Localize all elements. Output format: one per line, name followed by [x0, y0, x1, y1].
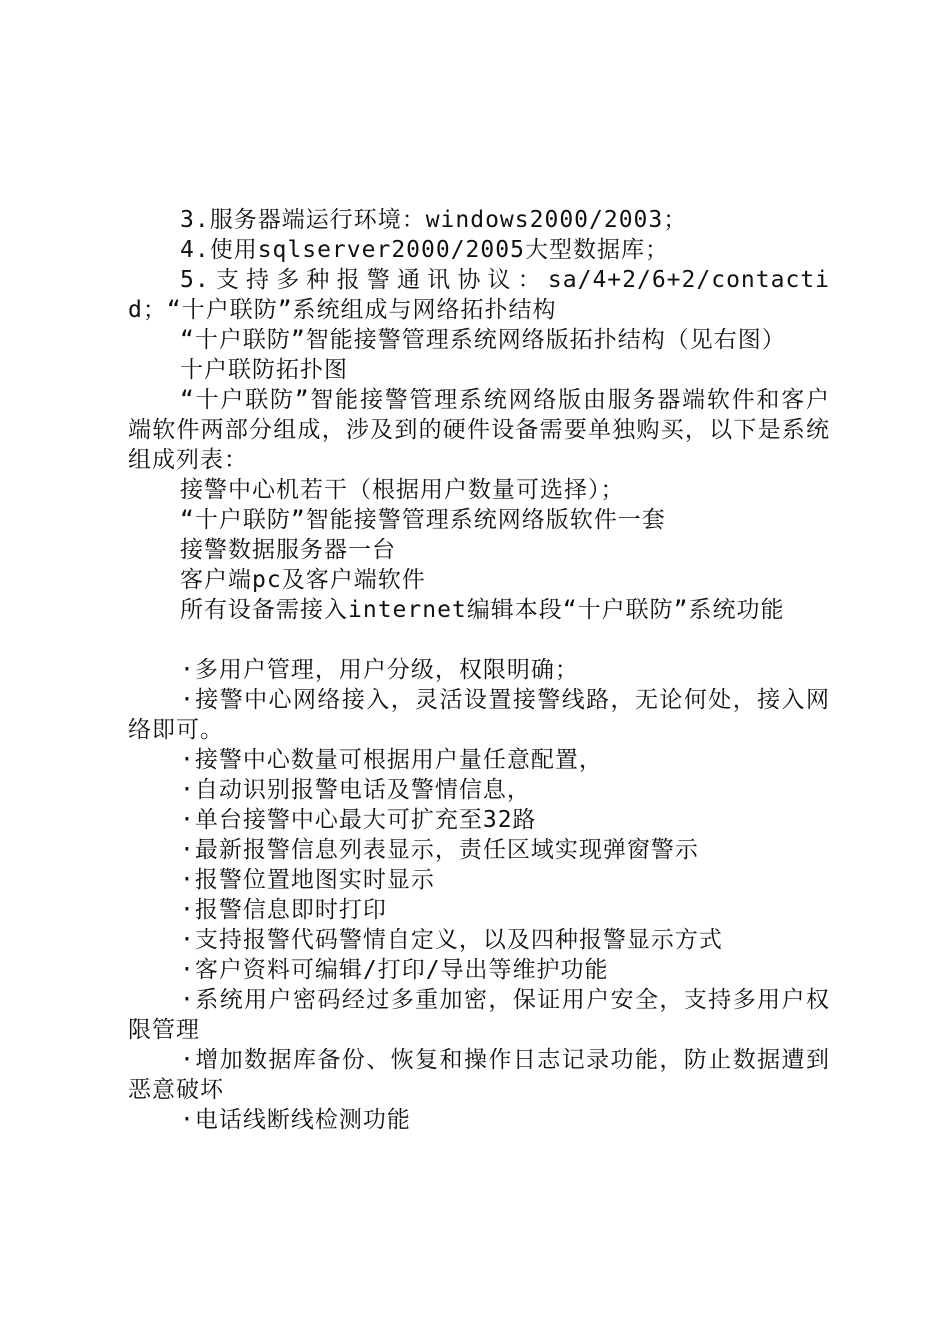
list-item-client-pc: 客户端pc及客户端软件 — [180, 567, 426, 593]
feature-item: ·报警位置地图实时显示 — [180, 867, 435, 893]
feature-item: ·系统用户密码经过多重加密，保证用户安全，支持多用户权限管理 — [128, 987, 830, 1043]
paragraph-system-composition: “十户联防”智能接警管理系统网络版由服务器端软件和客户端软件两部分组成，涉及到的硬件设备需要单独购买，以下是系统组成列表： — [128, 387, 830, 473]
feature-item: ·单台接警中心最大可扩充至32路 — [180, 807, 537, 833]
paragraph-functions-heading: 所有设备需接入internet编辑本段“十户联防”系统功能 — [180, 597, 785, 623]
feature-item: ·多用户管理，用户分级，权限明确； — [180, 657, 579, 683]
feature-item: ·增加数据库备份、恢复和操作日志记录功能，防止数据遭到恶意破坏 — [128, 1047, 830, 1103]
feature-item: ·客户资料可编辑/打印/导出等维护功能 — [180, 957, 609, 983]
feature-item: ·最新报警信息列表显示，责任区域实现弹窗警示 — [180, 837, 699, 863]
paragraph-server-env: 3.服务器端运行环境：windows2000/2003； — [180, 207, 688, 233]
feature-item: ·自动识别报警电话及警情信息， — [180, 777, 531, 803]
paragraph-topology-structure: “十户联防”智能接警管理系统网络版拓扑结构（见右图） — [180, 327, 786, 353]
paragraph-topology-figure: 十户联防拓扑图 — [180, 357, 348, 383]
feature-item: ·接警中心数量可根据用户量任意配置， — [180, 747, 603, 773]
paragraph-protocols: 5.支持多种报警通讯协议：sa/4+2/6+2/contactid；“十户联防”系统组成与网络拓扑结构 — [128, 267, 830, 323]
blank-line — [128, 625, 830, 655]
list-item-software: “十户联防”智能接警管理系统网络版软件一套 — [180, 507, 666, 533]
list-item-data-server: 接警数据服务器一台 — [180, 537, 396, 563]
feature-item: ·接警中心网络接入，灵活设置接警线路，无论何处，接入网络即可。 — [128, 687, 830, 743]
paragraph-database: 4.使用sqlserver2000/2005大型数据库； — [180, 237, 669, 263]
document-body — [128, 205, 830, 1135]
feature-item: ·支持报警代码警情自定义，以及四种报警显示方式 — [180, 927, 723, 953]
list-item-alarm-center: 接警中心机若干（根据用户数量可选择）； — [180, 477, 625, 503]
feature-item: ·电话线断线检测功能 — [180, 1107, 411, 1133]
feature-item: ·报警信息即时打印 — [180, 897, 387, 923]
